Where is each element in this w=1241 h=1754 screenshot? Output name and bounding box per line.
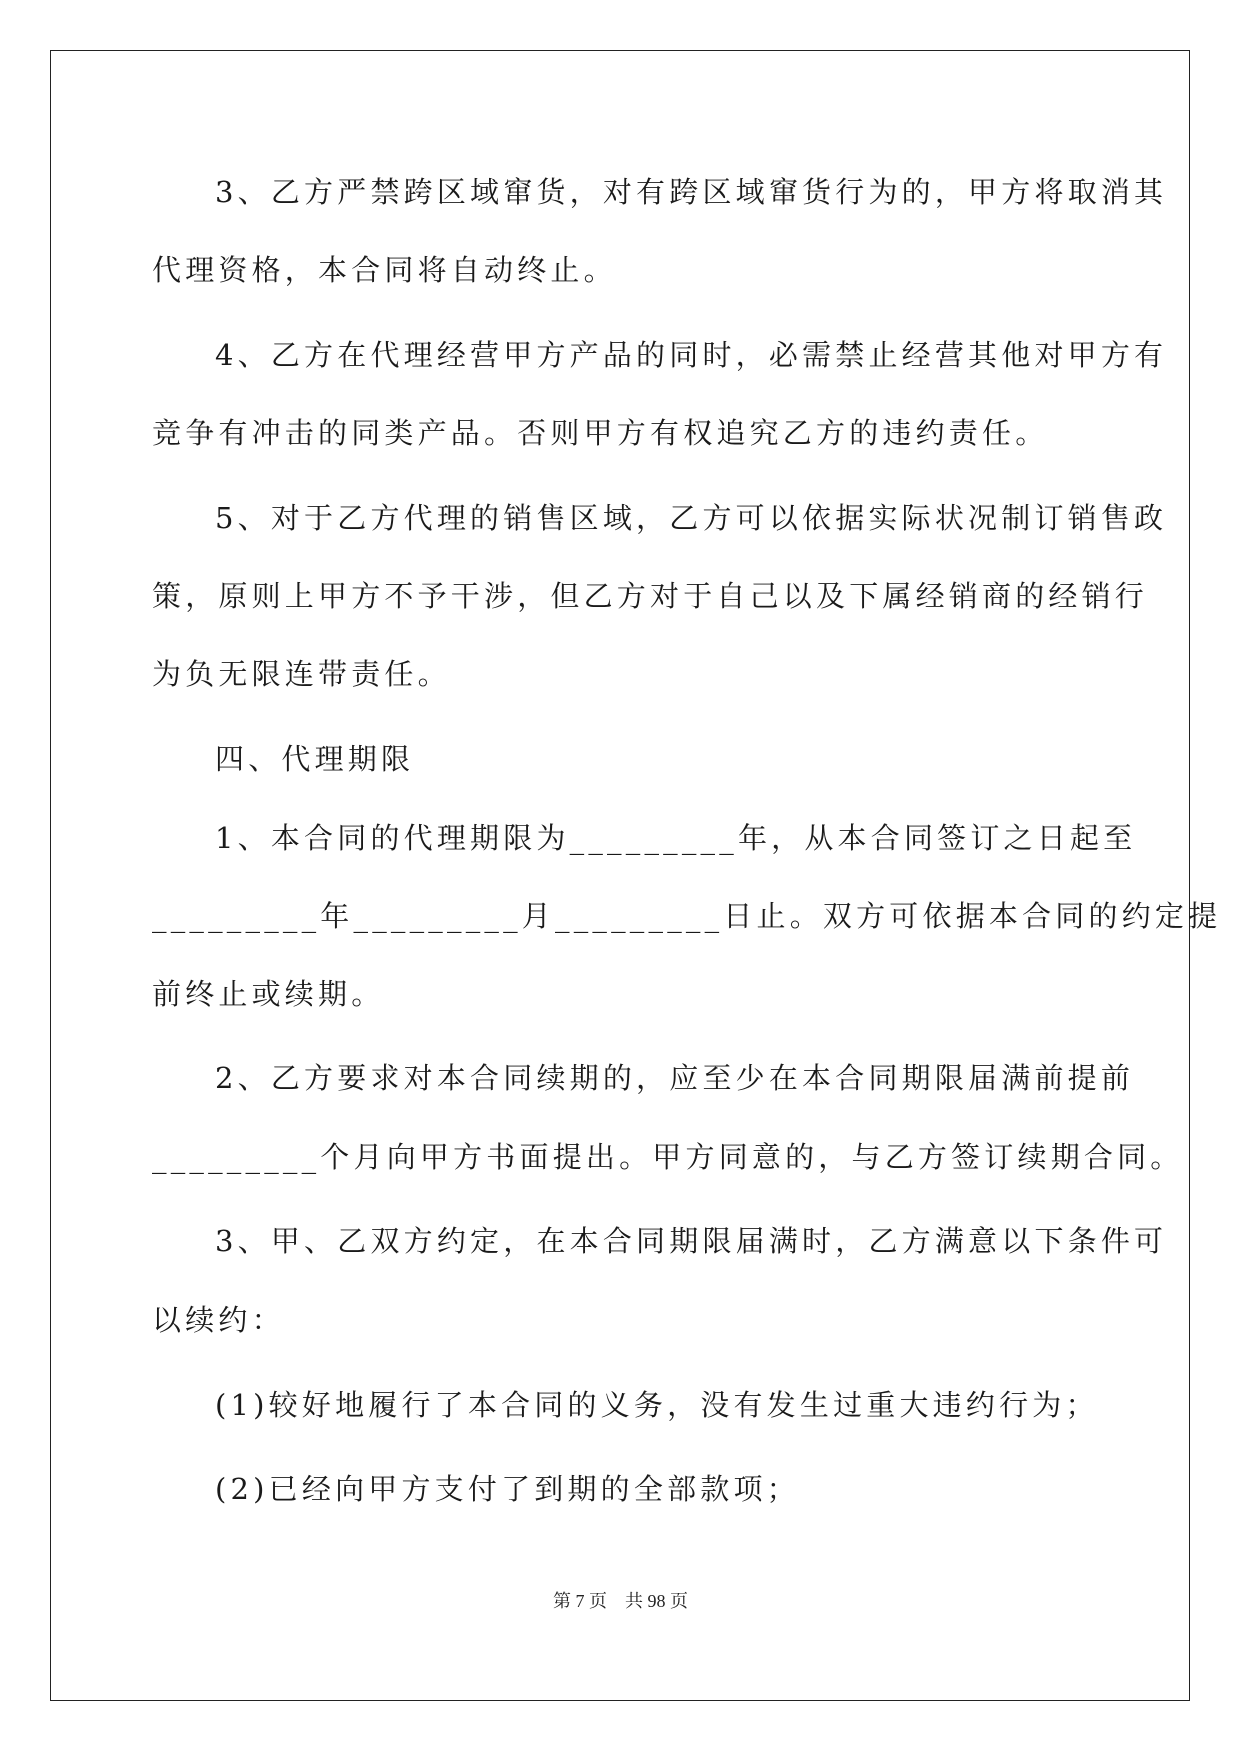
- list-item: (2)已经向甲方支付了到期的全部款项；: [215, 1472, 800, 1506]
- paragraph-line: 3、甲、乙双方约定，在本合同期限届满时，乙方满意以下条件可: [215, 1224, 1168, 1258]
- paragraph-line: 4、乙方在代理经营甲方产品的同时，必需禁止经营其他对甲方有: [215, 338, 1168, 372]
- paragraph-line: 2、乙方要求对本合同续期的，应至少在本合同期限届满前提前: [215, 1061, 1135, 1095]
- paragraph-line: 策，原则上甲方不予干涉，但乙方对于自己以及下属经销商的经销行: [152, 579, 1149, 613]
- paragraph-line: 5、对于乙方代理的销售区域，乙方可以依据实际状况制订销售政: [215, 501, 1168, 535]
- paragraph-line: 1、本合同的代理期限为_________年，从本合同签订之日起至: [215, 821, 1137, 855]
- paragraph-line: _________个月向甲方书面提出。甲方同意的，与乙方签订续期合同。: [152, 1140, 1184, 1174]
- page-number-footer: 第 7 页 共 98 页: [553, 1591, 688, 1611]
- section-heading: 四、代理期限: [215, 742, 415, 776]
- paragraph-line: 为负无限连带责任。: [152, 657, 451, 691]
- list-item: (1)较好地履行了本合同的义务，没有发生过重大违约行为；: [215, 1388, 1099, 1422]
- paragraph-line: 以续约：: [152, 1303, 285, 1337]
- page-frame: [50, 50, 1190, 1701]
- paragraph-line: _________年_________月_________日止。双方可依据本合同的约定提: [152, 899, 1222, 933]
- paragraph-line: 代理资格，本合同将自动终止。: [152, 253, 617, 287]
- paragraph-line: 竞争有冲击的同类产品。否则甲方有权追究乙方的违约责任。: [152, 416, 1049, 450]
- paragraph-line: 3、乙方严禁跨区域窜货，对有跨区域窜货行为的，甲方将取消其: [215, 175, 1168, 209]
- paragraph-line: 前终止或续期。: [152, 977, 385, 1011]
